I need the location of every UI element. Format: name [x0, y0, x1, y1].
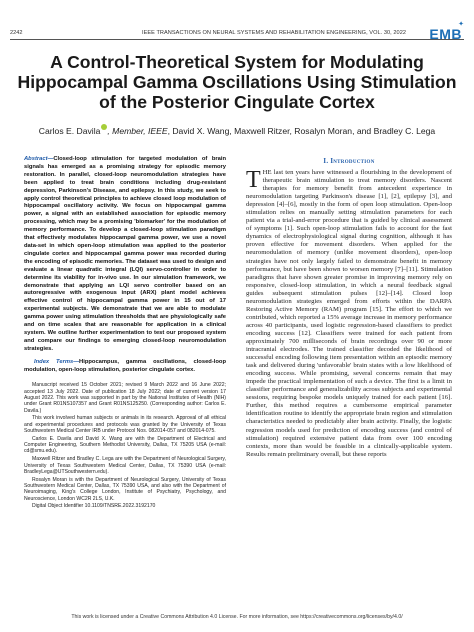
index-terms-text: Hippocampus, gamma oscillations, closed-loop modulation, open-loop stimulation, posterior cingulate cortex.: [24, 358, 226, 373]
paper-title: A Control-Theoretical System for Modulating Hippocampal Gamma Oscillations Using Stimulation of the Posterior Cingulate Cortex: [17, 52, 457, 112]
header-rule: [10, 39, 464, 40]
logo-star-icon: ✦: [458, 21, 464, 28]
intro-text: last ten years have witnessed a flourishing in the development of therapeutic brain stimulation to treat memory disorders. Nascent therapies for memory benefit from antecedent experience in neuromodulation targeting Parkinson's disease [1], [2], epilepsy [3], and depression [4]–[6], mostly in the form of open loop stimulation. Open-loop stimulation relies on manually setting stimulation parameters for each patient via a trial-and-error procedure that is guided by clinical assessment of symptoms [1]. Such open-loop stimulation fails to account for the fast dynamics of electrophysiological signal during cognition, although it has proven effective for movement disorders. When applied for the neuromodulation of memory (unlike movement disorders), open-loop strategies have not only largely failed to demonstrate benefit in memory performance, but have been shown to worsen memory [7]–[11]. Stimulation paradigms that have shown greater promise in improving memory rely on responsive, closed-loop stimulation, in which a neural feedback signal guides subsequent stimulation pulses [12]–[14]. Closed loop neuromodulation strategies emerged from efforts within the DARPA Restoring Active Memory (RAM) program [15]. The effort to which we contributed, which reported a 15% average increase in memory performance across 40 participants, used logistic regression-based classifiers to predict encoding success [12]. Classifiers were trained for each patient from approximately 700 milliseconds of brain recordings over 90 or more intracranial electrodes. The trained classifier decoded the likelihood of successful encoding following item presentation within an episodic memory task and delivered during 'unfavorable' brain states with a low likelihood of encoding success. While promising, several concerns remain that may impede the practical implementation of such a device. The first is a limit in classifier performance and generalizability across subjects and experimental sessions, requiring bespoke models uniquely trained for each patient [16]. Further, this method requires a cumbersome empirical parameter identification routine to identify the appropriate brain region and stimulation characteristics needed to predictably alter brain activity. Finally, the logistic regression models used for prediction of encoding success (and control of stimulation) required extensive patient data from over 100 encoding contexts, more than would be feasible in a clinically-applicable system. Results remain preliminary overall, but these reports: [246, 169, 452, 458]
right-column: [246, 156, 452, 459]
author-names-rest: , David X. Wang, Maxwell Ritzer, Rosalyn Moran, and Bradley C. Lega: [167, 125, 436, 136]
first-words: HE: [262, 169, 272, 176]
page-number: 2242: [10, 30, 23, 36]
author-list: [14, 124, 460, 136]
logo-text: EMB: [429, 26, 462, 42]
footnote: Rosalyn Moran is with the Department of Neurological Surgery, University of Texas Southwestern Medical Center, Dallas, TX 75390 USA, and also with the Department of Neuroimaging, King's College London, Institute of Psychiatry, Psychology, and Neuroscience, London WC2R 2LS, U.K.: [24, 476, 226, 502]
index-terms: [24, 359, 226, 375]
drop-cap: T: [246, 167, 261, 193]
journal-name: IEEE TRANSACTIONS ON NEURAL SYSTEMS AND REHABILITATION ENGINEERING, VOL. 30, 2022: [142, 30, 407, 36]
footnotes: [24, 382, 226, 509]
section-heading: I. Introduction: [323, 158, 375, 165]
footnote: Maxwell Ritzer and Bradley C. Lega are with the Department of Neurological Surgery, University of Texas Southwestern Medical Center, Dallas, TX 75390 USA (e-mail: BradleyLega@UTSouthwestern.edu).: [24, 456, 226, 475]
author-membership: , Member, IEEE: [107, 125, 168, 136]
index-terms-label: Index Terms—: [34, 358, 80, 365]
left-column: [24, 156, 226, 511]
footnote: Carlos E. Davila and David X. Wang are with the Department of Electrical and Computer Engineering, Southern Methodist University, Dallas, TX 75205 USA (e-mail: cd@smu.edu).: [24, 435, 226, 455]
doi-line[interactable]: Digital Object Identifier 10.1109/TNSRE.2022.3192170: [32, 503, 156, 510]
footnote: Manuscript received 15 October 2021; revised 9 March 2022 and 16 June 2022; accepted 13 July 2022. Date of publication 18 July 2022; date of current version 17 August 2022. This work was supported in part by the National Institutes of Health (NIH) under Grant R01NS107357 and Grant R01NS125250. (Corresponding author: Carlos E. Davila.): [24, 382, 226, 414]
footnote: This work involved human subjects or animals in its research. Approval of all ethical and experimental procedures and protocols was granted by the University of Texas Southwestern Medical Center IRB under Protocol Nos. 082014-057 and 082014-075.: [24, 415, 226, 435]
author-name: Carlos E. Davila: [38, 125, 101, 136]
license-footer: This work is licensed under a Creative Commons Attribution 4.0 License. For more information, see https://creativecommons.org/licenses/by/4.0/: [71, 614, 403, 620]
abstract-label: Abstract—: [24, 156, 54, 162]
abstract-text: Closed-loop stimulation for targeted modulation of brain signals has emerged as a promising strategy for episodic memory restoration. In parallel, closed-loop neuromodulation strategies have been applied to treat brain conditions including drug-resistant depression, Parkinson's Disease, and epilepsy. In this study, we seek to apply control theoretical principles to achieve closed loop modulation of hippocampal oscillatory activity. We focus on hippocampal gamma power, a signal with an established association for episodic memory processing, which may be a promising 'biomarker' for the modulation of memory performance. To develop a closed-loop stimulation paradigm that effectively modulates hippocampal gamma power, we use a novel data-set in which open-loop stimulation was applied to the posterior cingulate cortex and hippocampal gamma power was recorded during the encoding of episodic memories. The dataset was used to design and evaluate a linear quadratic integral (LQI) servo-controller in order to determine its viability for in-vivo use. In our simulation framework, we demonstrate that applying an LQI servo controller based on an autoregressive with exogenous input (ARX) plant model achieves effective control of hippocampal gamma power in 15 out of 17 experimental subjects. We demonstrate that we are able to modulate gamma power using stimulation thresholds that are physiologically safe and on time scales that are reasonable for application in a clinical system. We outline further experimentation to test our proposed system and compare our findings to emerging closed-loop neuromodulation strategies.: [24, 156, 226, 352]
intro-paragraph: [246, 169, 452, 459]
abstract: [24, 156, 226, 354]
